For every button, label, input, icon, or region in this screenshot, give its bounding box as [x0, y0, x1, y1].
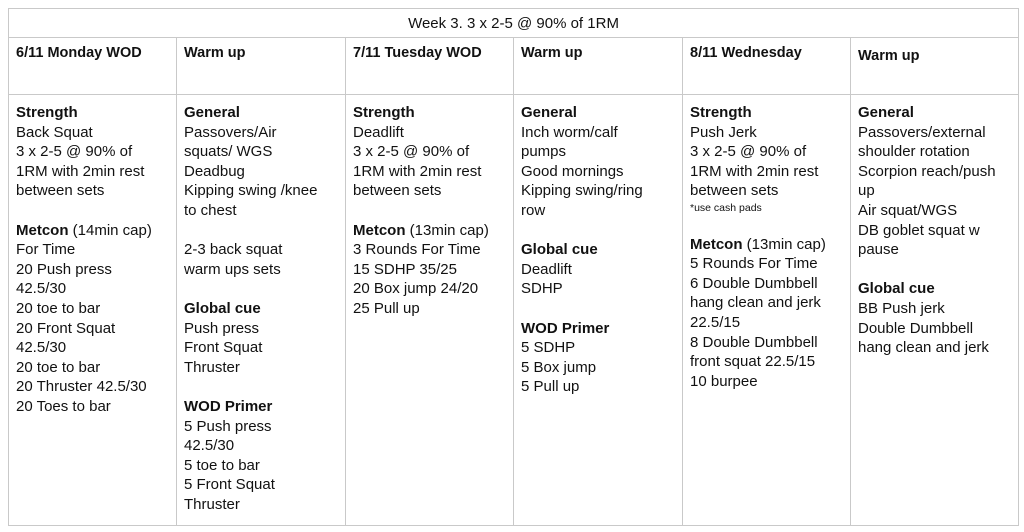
spacer: [521, 221, 675, 241]
line-suffix: (14min cap): [68, 221, 152, 239]
line-text: [353, 279, 506, 299]
line-label: 5 Push press: [184, 417, 272, 435]
line-text: [16, 397, 169, 417]
line-label: 5 Pull up: [521, 378, 580, 396]
section-heading: [353, 103, 506, 123]
line-text: [690, 313, 843, 333]
line-label: 5 Box jump: [521, 358, 597, 376]
line-label: 5 SDHP: [521, 339, 576, 357]
line-label: Good mornings: [521, 162, 624, 180]
line-label: BB Push jerk: [858, 299, 945, 317]
line-label: 5 toe to bar: [184, 456, 260, 474]
line-text: [16, 377, 169, 397]
section-heading: [521, 240, 675, 260]
line-text: [858, 201, 1011, 221]
line-text: [521, 279, 675, 299]
line-text: [16, 319, 169, 339]
week-title: Week 3. 3 x 2-5 @ 90% of 1RM: [9, 9, 1019, 38]
line-label: 20 toe to bar: [16, 299, 101, 317]
line-text: [16, 123, 169, 143]
line-text: [521, 142, 675, 162]
line-label: General: [521, 104, 577, 121]
line-label: up: [858, 182, 875, 200]
line-label: Push Jerk: [690, 123, 757, 141]
line-text: [690, 162, 843, 182]
line-label: Metcon: [690, 235, 743, 253]
line-label: 20 Front Squat: [16, 319, 116, 337]
line-text: [858, 123, 1011, 143]
line-text: [184, 142, 338, 162]
header-monday-warmup: Warm up: [177, 38, 346, 95]
line-label: Back Squat: [16, 123, 93, 141]
line-text: [184, 338, 338, 358]
line-text: [16, 358, 169, 378]
line-suffix: (13min cap): [742, 235, 826, 253]
line-text: [858, 319, 1011, 339]
note-text: [690, 201, 843, 215]
line-label: Metcon: [16, 221, 69, 239]
line-label: 3 Rounds For Time: [353, 241, 481, 259]
spacer: [521, 299, 675, 319]
line-text: [353, 240, 506, 260]
line-label: 5 Front Squat: [184, 476, 275, 494]
line-text: [858, 162, 1011, 182]
line-label: hang clean and jerk: [690, 294, 821, 312]
line-label: between sets: [353, 182, 442, 200]
line-text: [16, 240, 169, 260]
line-label: General: [184, 104, 240, 121]
line-suffix: (13min cap): [405, 221, 489, 239]
line-text: [16, 279, 169, 299]
line-text: [858, 221, 1011, 241]
line-label: SDHP: [521, 280, 563, 298]
line-text: [184, 475, 338, 495]
line-label: 3 x 2-5 @ 90% of: [353, 143, 470, 161]
line-text: [184, 456, 338, 476]
line-label: 20 Thruster 42.5/30: [16, 378, 147, 396]
line-label: Global cue: [184, 299, 261, 317]
line-label: 3 x 2-5 @ 90% of: [690, 143, 807, 161]
line-text: [184, 319, 338, 339]
section-heading: [858, 103, 1011, 123]
line-text: [690, 293, 843, 313]
line-label: 1RM with 2min rest: [353, 162, 482, 180]
line-text: [184, 495, 338, 515]
line-label: Deadlift: [521, 260, 572, 278]
tuesday-warmup-cell: [514, 95, 683, 526]
line-label: 42.5/30: [16, 339, 67, 357]
line-label: Scorpion reach/push: [858, 162, 996, 180]
spacer: [858, 260, 1011, 280]
line-label: Air squat/WGS: [858, 201, 958, 219]
line-text: [690, 254, 843, 274]
line-text: [521, 123, 675, 143]
line-text: [353, 181, 506, 201]
line-text: [353, 260, 506, 280]
line-text: [16, 299, 169, 319]
line-label: WOD Primer: [521, 319, 610, 337]
line-text: [690, 142, 843, 162]
line-label: pause: [858, 241, 899, 259]
section-heading: [521, 103, 675, 123]
line-label: Thruster: [184, 495, 240, 513]
line-label: 42.5/30: [184, 437, 235, 455]
section-heading: [184, 397, 338, 417]
line-label: Passovers/Air: [184, 123, 277, 141]
header-row: [9, 38, 1019, 95]
line-text: [858, 299, 1011, 319]
header-monday-wod: 6/11 Monday WOD: [9, 38, 177, 95]
line-label: 22.5/15: [690, 313, 741, 331]
line-label: 15 SDHP 35/25: [353, 260, 457, 278]
line-label: 20 Push press: [16, 260, 112, 278]
line-label: Push press: [184, 319, 260, 337]
line-text: [184, 201, 338, 221]
line-label: Front Squat: [184, 339, 263, 357]
spacer: [690, 215, 843, 235]
line-label: hang clean and jerk: [858, 339, 989, 357]
line-text: [353, 299, 506, 319]
tuesday-wod-cell: [346, 95, 514, 526]
monday-warmup-cell: [177, 95, 346, 526]
line-label: 1RM with 2min rest: [16, 162, 145, 180]
line-label: 2-3 back squat: [184, 241, 283, 259]
line-text: [858, 142, 1011, 162]
line-text: [521, 377, 675, 397]
header-tuesday-warmup: Warm up: [514, 38, 683, 95]
line-text: [521, 201, 675, 221]
spacer: [184, 377, 338, 397]
section-heading: [353, 221, 506, 241]
line-text: [16, 260, 169, 280]
line-label: 20 Toes to bar: [16, 397, 111, 415]
line-label: between sets: [690, 182, 779, 200]
workout-table: [8, 8, 1019, 526]
line-label: 3 x 2-5 @ 90% of: [16, 143, 133, 161]
line-label: to chest: [184, 201, 237, 219]
line-label: 1RM with 2min rest: [690, 162, 819, 180]
monday-wod-cell: [9, 95, 177, 526]
line-text: [184, 436, 338, 456]
line-text: [184, 181, 338, 201]
line-label: Passovers/external: [858, 123, 986, 141]
spacer: [16, 201, 169, 221]
line-label: Inch worm/calf: [521, 123, 618, 141]
line-text: [184, 162, 338, 182]
wednesday-warmup-cell: [851, 95, 1019, 526]
header-tuesday-wod: 7/11 Tuesday WOD: [346, 38, 514, 95]
line-label: 10 burpee: [690, 372, 758, 390]
line-label: Double Dumbbell: [858, 319, 974, 337]
line-text: [690, 123, 843, 143]
wednesday-wod-cell: [683, 95, 851, 526]
line-label: Kipping swing/ring: [521, 182, 643, 200]
title-row: [9, 9, 1019, 38]
line-text: [16, 181, 169, 201]
section-heading: [184, 103, 338, 123]
line-label: Strength: [16, 104, 78, 121]
line-label: squats/ WGS: [184, 143, 273, 161]
line-label: WOD Primer: [184, 397, 273, 415]
line-text: [521, 260, 675, 280]
content-row: [9, 95, 1019, 526]
line-label: Global cue: [521, 241, 598, 259]
line-label: Strength: [353, 104, 415, 121]
line-label: warm ups sets: [184, 260, 281, 278]
line-text: [16, 142, 169, 162]
line-text: [690, 274, 843, 294]
line-label: 20 Box jump 24/20: [353, 280, 479, 298]
line-text: [16, 162, 169, 182]
spacer: [184, 279, 338, 299]
line-text: [858, 181, 1011, 201]
section-heading: [690, 235, 843, 255]
line-text: [184, 260, 338, 280]
line-text: [521, 338, 675, 358]
line-label: shoulder rotation: [858, 143, 970, 161]
section-heading: [690, 103, 843, 123]
line-label: front squat 22.5/15: [690, 353, 816, 371]
line-text: [858, 240, 1011, 260]
line-text: [690, 181, 843, 201]
line-text: [16, 338, 169, 358]
header-wednesday-wod: 8/11 Wednesday: [683, 38, 851, 95]
line-label: DB goblet squat w: [858, 221, 980, 239]
line-text: [184, 123, 338, 143]
section-heading: [521, 319, 675, 339]
line-text: [184, 240, 338, 260]
line-label: 5 Rounds For Time: [690, 255, 818, 273]
spacer: [184, 221, 338, 241]
line-label: Kipping swing /knee: [184, 182, 318, 200]
line-label: Thruster: [184, 358, 240, 376]
line-text: [184, 417, 338, 437]
line-text: [690, 352, 843, 372]
line-text: [353, 123, 506, 143]
section-heading: [184, 299, 338, 319]
line-text: [184, 358, 338, 378]
line-text: [521, 358, 675, 378]
section-heading: [16, 221, 169, 241]
line-label: row: [521, 201, 546, 219]
line-label: *use cash pads: [690, 201, 762, 214]
line-label: 6 Double Dumbbell: [690, 274, 818, 292]
line-text: [690, 372, 843, 392]
line-text: [353, 142, 506, 162]
line-text: [353, 162, 506, 182]
line-label: pumps: [521, 143, 567, 161]
line-label: 8 Double Dumbbell: [690, 333, 818, 351]
section-heading: [16, 103, 169, 123]
line-label: Global cue: [858, 280, 935, 298]
line-label: 25 Pull up: [353, 299, 420, 317]
line-label: 42.5/30: [16, 280, 67, 298]
line-label: Metcon: [353, 221, 406, 239]
line-text: [521, 162, 675, 182]
line-label: General: [858, 104, 914, 121]
line-label: between sets: [16, 182, 105, 200]
header-wednesday-warmup: Warm up: [851, 38, 1019, 95]
line-text: [690, 333, 843, 353]
section-heading: [858, 279, 1011, 299]
line-text: [521, 181, 675, 201]
line-label: Deadlift: [353, 123, 404, 141]
line-label: 20 toe to bar: [16, 358, 101, 376]
line-label: Strength: [690, 104, 752, 121]
spacer: [353, 201, 506, 221]
line-label: Deadbug: [184, 162, 245, 180]
line-text: [858, 338, 1011, 358]
line-label: For Time: [16, 241, 76, 259]
